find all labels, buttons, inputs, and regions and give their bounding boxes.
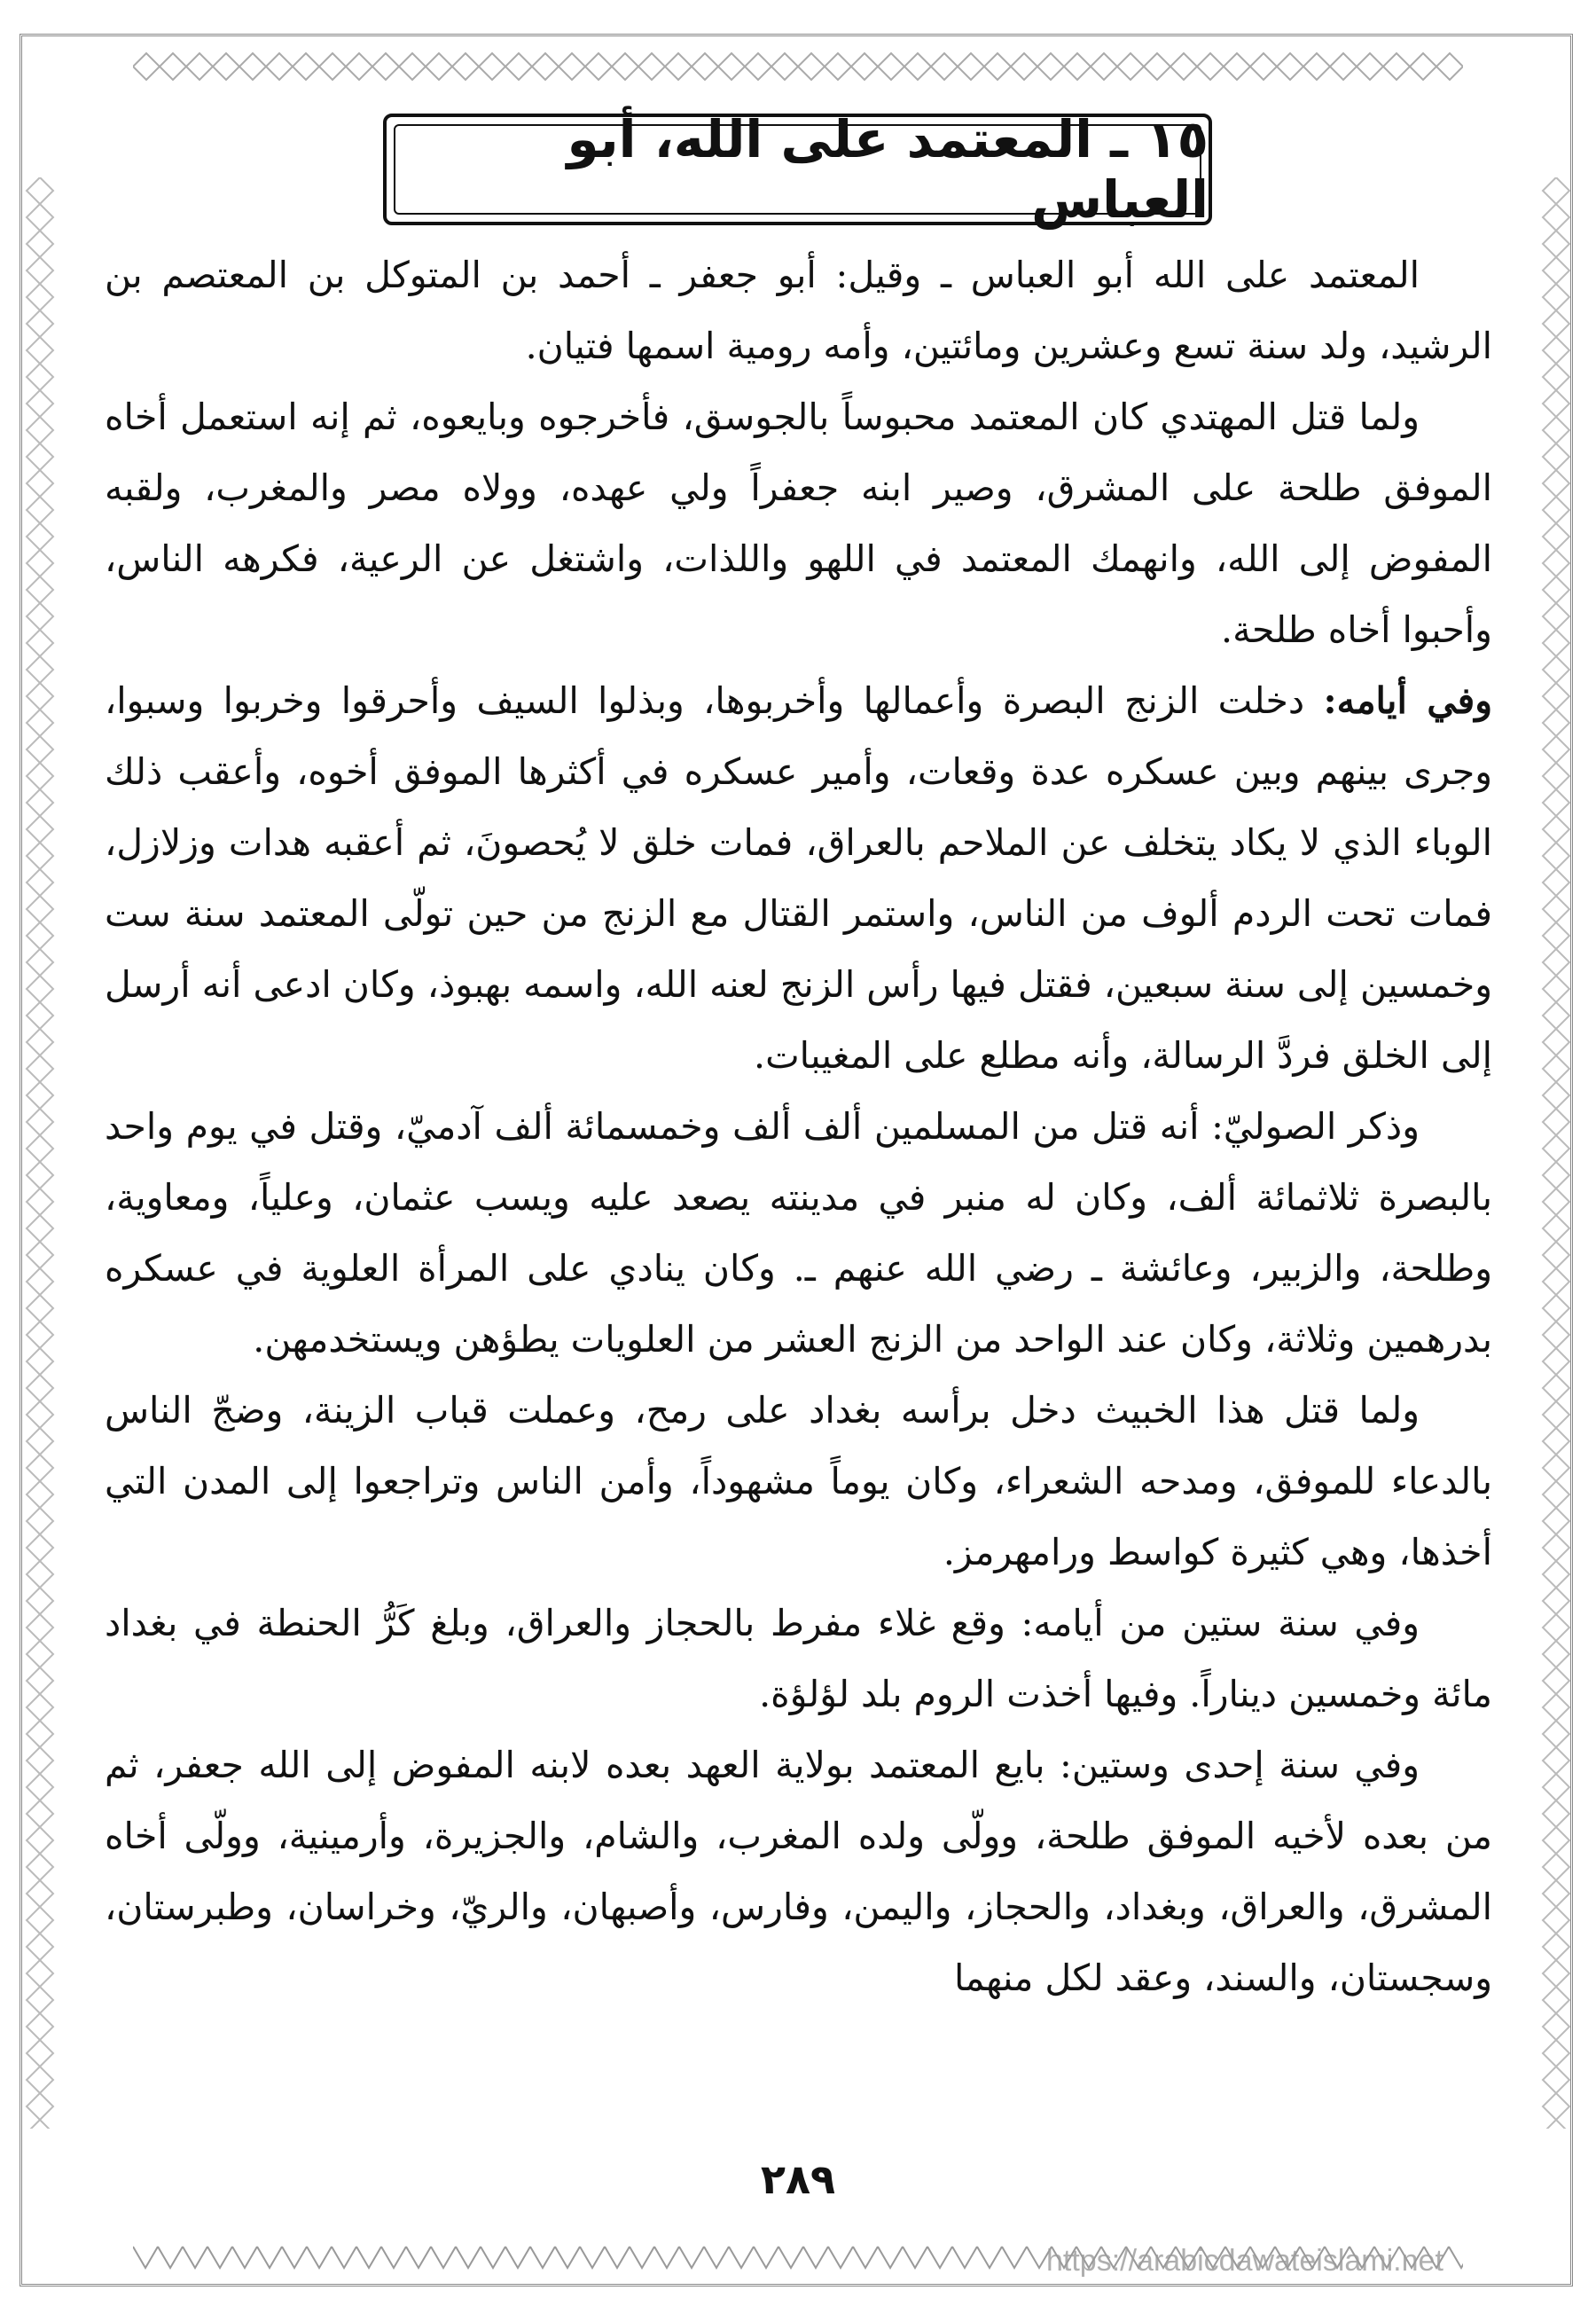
paragraph	[105, 239, 1492, 381]
paragraph	[105, 1588, 1492, 1730]
paragraph	[105, 1730, 1492, 2013]
paragraph-text: وذكر الصوليّ: أنه قتل من المسلمين ألف ألف وخمسمائة ألف آدميّ، وقتل في يوم واحد بالبصرة ثلاثمائة ألف، وكان له منبر في مدينته يصعد عليه ويسب عثمان، وعلياً، ومعاوية، وطلحة، والزبير، وعائشة ـ رضي الله عنهم ـ. وكان ينادي على المرأة العلوية في عسكره بدرهمين وثلاثة، وكان عند الواحد من الزنج العشر من العلويات يطؤهن ويستخدمهن.	[105, 1105, 1492, 1361]
paragraph-text: وفي سنة ستين من أيامه: وقع غلاء مفرط بالحجاز والعراق، وبلغ كَرُّ الحنطة في بغداد مائة وخمسين ديناراً. وفيها أخذت الروم بلد لؤلؤة.	[105, 1602, 1492, 1715]
page-number: ٢٨٩	[760, 2155, 836, 2203]
paragraph	[105, 381, 1492, 665]
chapter-title-box	[383, 109, 1212, 230]
body-text	[105, 239, 1492, 2013]
paragraph-text: وفي سنة إحدى وستين: بايع المعتمد بولاية العهد بعده لابنه المفوض إلى الله جعفر، ثم من بعده لأخيه الموفق طلحة، وولّى ولده المغرب، والشام، والجزيرة، وأرمينية، وولّى أخاه المشرق، والعراق، وبغداد، والحجاز، واليمن، وفارس، وأصبهان، والريّ، وخراسان، وطبرستان، وسجستان، والسند، وعقد لكل منهما	[105, 1744, 1492, 1999]
chapter-title: ١٥ ـ المعتمد على الله، أبو العباس	[567, 109, 1209, 230]
paragraph-lead: وفي أيامه:	[1323, 679, 1492, 722]
right-ornament	[1534, 177, 1578, 2129]
watermark: https://arabicdawateislami.net	[1046, 2244, 1443, 2278]
paragraph-text: المعتمد على الله أبو العباس ـ وقيل: أبو جعفر ـ أحمد بن المتوكل بن المعتصم بن الرشيد، ولد سنة تسع وعشرين ومائتين، وأمه رومية اسمها فتيان.	[105, 254, 1492, 367]
paragraph	[105, 1375, 1492, 1588]
paragraph	[105, 1091, 1492, 1375]
paragraph	[105, 665, 1492, 1091]
paragraph-text: دخلت الزنج البصرة وأعمالها وأخربوها، وبذلوا السيف وأحرقوا وخربوا وسبوا، وجرى بينهم وبين عسكره عدة وقعات، وأمير عسكره في أكثرها الموفق أخوه، وأعقب ذلك الوباء الذي لا يكاد يتخلف عن الملاحم بالعراق، فمات خلق لا يُحصونَ، ثم أعقبه هدات وزلازل، فمات تحت الردم ألوف من الناس، واستمر القتال مع الزنج من حين تولّى المعتمد سنة ست وخمسين إلى سنة سبعين، فقتل فيها رأس الزنج لعنه الله، واسمه بهبوذ، وكان ادعى أنه أرسل إلى الخلق فردَّ الرسالة، وأنه مطلع على المغيبات.	[105, 679, 1492, 1077]
left-ornament	[18, 177, 62, 2129]
paragraph-text: ولما قتل المهتدي كان المعتمد محبوساً بالجوسق، فأخرجوه وبايعوه، ثم إنه استعمل أخاه الموفق طلحة على المشرق، وصير ابنه جعفراً ولي عهده، وولاه مصر والمغرب، ولقبه المفوض إلى الله، وانهمك المعتمد في اللهو واللذات، واشتغل عن الرعية، فكرهه الناس، وأحبوا أخاه طلحة.	[105, 396, 1492, 651]
top-ornament	[133, 44, 1463, 89]
paragraph-text: ولما قتل هذا الخبيث دخل برأسه بغداد على رمح، وعملت قباب الزينة، وضجّ الناس بالدعاء للموفق، ومدحه الشعراء، وكان يوماً مشهوداً، وأمن الناس وتراجعوا إلى المدن التي أخذها، وهي كثيرة كواسط ورامهرمز.	[105, 1389, 1492, 1573]
